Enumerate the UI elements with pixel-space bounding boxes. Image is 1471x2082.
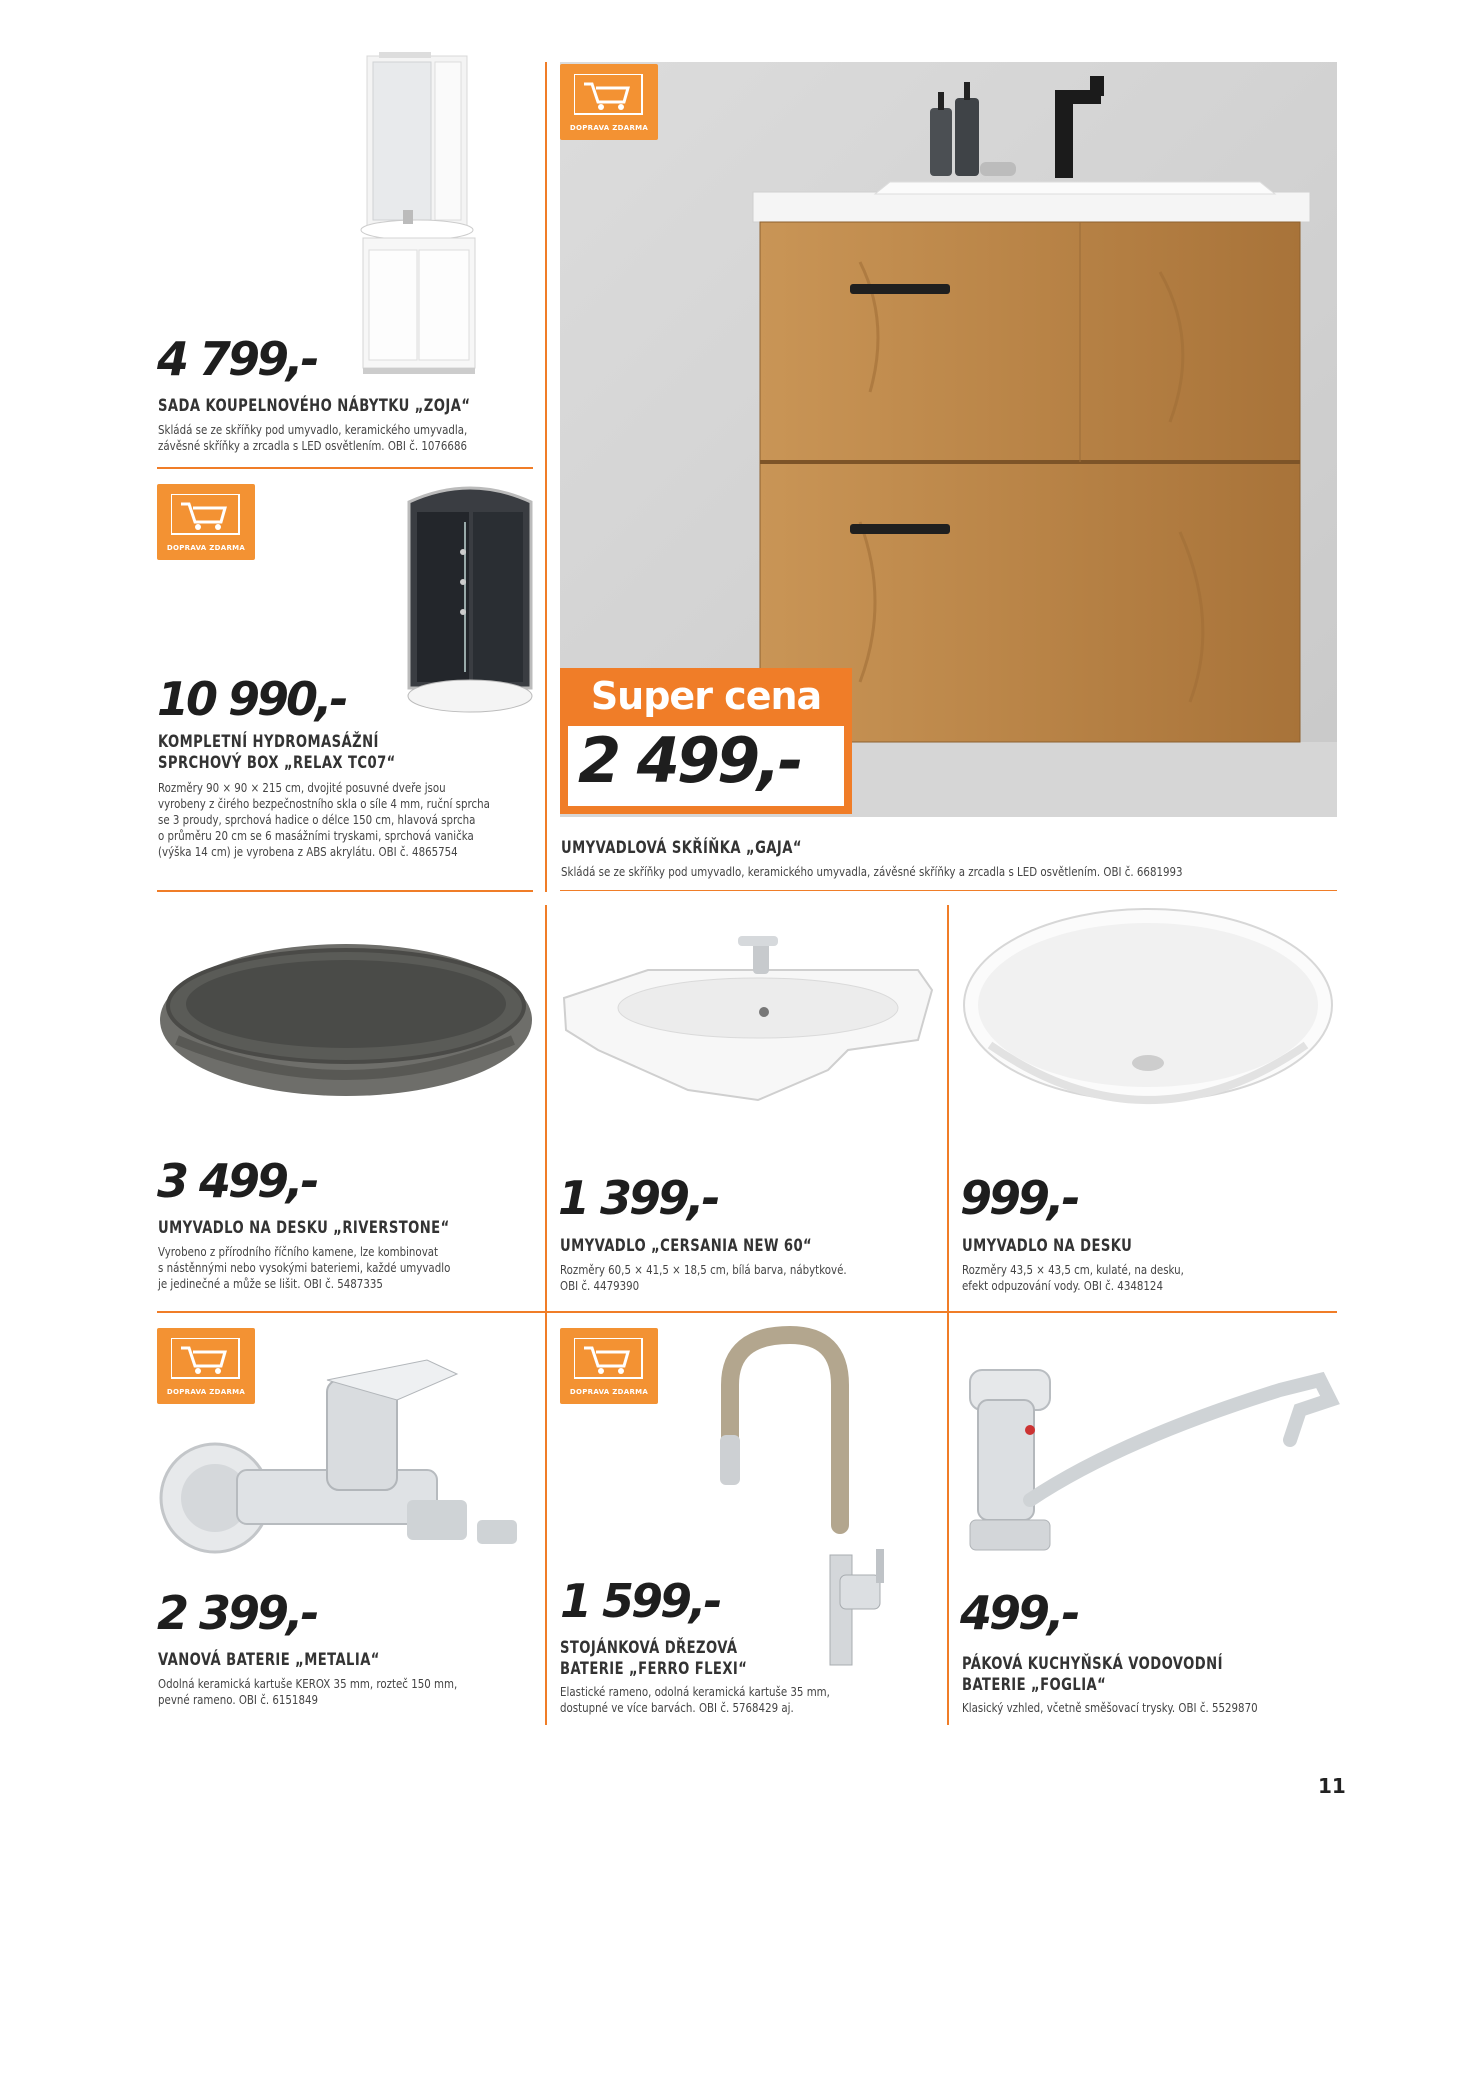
foglia-description [962,1700,1258,1716]
free-delivery-badge [560,64,658,140]
gaja-price-box [568,726,844,806]
gaja-price: 2 499,- [578,724,801,797]
ferro-flexi-desc-line-1: Elastické rameno, odolná keramická kartuše 35 mm, [560,1684,830,1699]
ferro-flexi-desc-line-2: dostupné ve více barvách. OBI č. 5768429 aj. [560,1700,794,1715]
zoja-furniture-image [355,52,490,377]
gaja-description [561,864,1183,880]
gaja-price-badge [560,668,852,814]
cersania-price: 1 399,- [558,1171,718,1225]
free-delivery-label: DOPRAVA ZDARMA [569,1388,649,1396]
metalia-price: 2 399,- [157,1586,317,1640]
free-delivery-label: DOPRAVA ZDARMA [166,544,246,552]
cersania-title: UMYVADLO „CERSANIA NEW 60“ [560,1236,813,1256]
free-delivery-label: DOPRAVA ZDARMA [166,1388,246,1396]
cersania-sink-image [558,930,938,1110]
round-basin-image [960,905,1336,1145]
riverstone-title: UMYVADLO NA DESKU „RIVERSTONE“ [158,1218,450,1238]
riverstone-desc-line-3: je jedinečné a může se lišit. OBI č. 5487335 [158,1276,383,1291]
round-basin-description [962,1262,1184,1294]
zoja-title: SADA KOUPELNOVÉHO NÁBYTKU „ZOJA“ [158,396,471,416]
free-delivery-badge [157,484,255,560]
ferro-flexi-title [560,1638,747,1680]
ferro-flexi-price: 1 599,- [560,1574,720,1628]
ferro-flexi-description [560,1684,830,1716]
page-number: 11 [1318,1774,1346,1798]
divider-row-1-right [560,890,1337,891]
riverstone-desc-line-1: Vyrobeno z přírodního říčního kamene, lze kombinovat [158,1244,439,1259]
metalia-title: VANOVÁ BATERIE „METALIA“ [158,1650,380,1670]
relax-description [158,780,490,860]
delivery-cart-icon [574,1338,644,1382]
riverstone-price: 3 499,- [157,1154,317,1208]
round-basin-title: UMYVADLO NA DESKU [962,1236,1133,1256]
relax-price: 10 990,- [157,672,346,726]
foglia-title-line-2: BATERIE „FOGLIA“ [962,1675,1107,1695]
super-cena-label: Super cena [590,674,822,718]
ferro-flexi-faucet-image [700,1325,920,1675]
gaja-desc-line-1: Skládá se ze skříňky pod umyvadlo, keramického umyvadla, závěsné skříňky a zrcadla s LED osvětlením. OBI č. 6681993 [561,864,1183,879]
foglia-price: 499,- [960,1586,1078,1640]
divider-vertical-bot-2 [947,1325,949,1725]
zoja-price: 4 799,- [157,332,317,386]
metalia-description [158,1676,457,1708]
divider-row-1 [157,890,533,892]
riverstone-desc-line-2: s nástěnnými nebo vysokými bateriemi, každé umyvadlo [158,1260,451,1275]
cersania-desc-line-2: OBI č. 4479390 [560,1278,640,1293]
delivery-cart-icon [574,74,644,118]
divider-under-product-1 [157,467,533,469]
foglia-title-line-1: PÁKOVÁ KUCHYŇSKÁ VODOVODNÍ [962,1654,1223,1674]
foglia-title [962,1654,1223,1696]
divider-vertical-mid-2 [947,905,949,1325]
divider-row-2 [157,1311,1337,1313]
delivery-cart-icon [171,494,241,538]
relax-desc-line-1: Rozměry 90 × 90 × 215 cm, dvojité posuvné dveře jsou [158,780,446,795]
relax-desc-line-3: se 3 proudy, sprchová hadice o délce 150 cm, hlavová sprcha [158,812,476,827]
relax-desc-line-4: o průměru 20 cm se 6 masážními tryskami, sprchová vanička [158,828,474,843]
divider-vertical-bot-1 [545,1325,547,1725]
shower-box-image [405,482,535,720]
relax-desc-line-2: vyrobeny z čirého bezpečnostního skla o síle 4 mm, ruční sprcha [158,796,490,811]
zoja-description [158,422,467,454]
round-basin-price: 999,- [960,1171,1078,1225]
relax-title [158,732,396,774]
foglia-desc-line-1: Klasický vzhled, včetně směšovací trysky. OBI č. 5529870 [962,1700,1258,1715]
ferro-flexi-title-line-2: BATERIE „FERRO FLEXI“ [560,1659,748,1679]
foglia-faucet-image [960,1350,1340,1580]
relax-desc-line-5: (výška 14 cm) je vyrobena z ABS akrylátu. OBI č. 4865754 [158,844,458,859]
cersania-description [560,1262,847,1294]
round-basin-desc-line-1: Rozměry 43,5 × 43,5 cm, kulaté, na desku, [962,1262,1184,1277]
gaja-title: UMYVADLOVÁ SKŘÍŇKA „GAJA“ [561,838,802,858]
cersania-desc-line-1: Rozměry 60,5 × 41,5 × 18,5 cm, bílá barva, nábytkové. [560,1262,847,1277]
divider-vertical-top [545,62,547,892]
riverstone-basin-image [157,940,535,1116]
relax-title-line-2: SPRCHOVÝ BOX „RELAX TC07“ [158,753,396,773]
metalia-desc-line-2: pevné rameno. OBI č. 6151849 [158,1692,319,1707]
ferro-flexi-title-line-1: STOJÁNKOVÁ DŘEZOVÁ [560,1638,738,1658]
metalia-desc-line-1: Odolná keramická kartuše KEROX 35 mm, rozteč 150 mm, [158,1676,458,1691]
relax-title-line-1: KOMPLETNÍ HYDROMASÁŽNÍ [158,732,379,752]
zoja-desc-line-1: Skládá se ze skříňky pod umyvadlo, keramického umyvadla, [158,422,468,437]
free-delivery-badge [560,1328,658,1404]
zoja-desc-line-2: závěsné skříňky a zrcadla s LED osvětlením. OBI č. 1076686 [158,438,468,453]
divider-vertical-mid-1 [545,905,547,1325]
free-delivery-label: DOPRAVA ZDARMA [569,124,649,132]
round-basin-desc-line-2: efekt odpuzování vody. OBI č. 4348124 [962,1278,1163,1293]
riverstone-description [158,1244,450,1292]
metalia-faucet-image [157,1350,535,1565]
